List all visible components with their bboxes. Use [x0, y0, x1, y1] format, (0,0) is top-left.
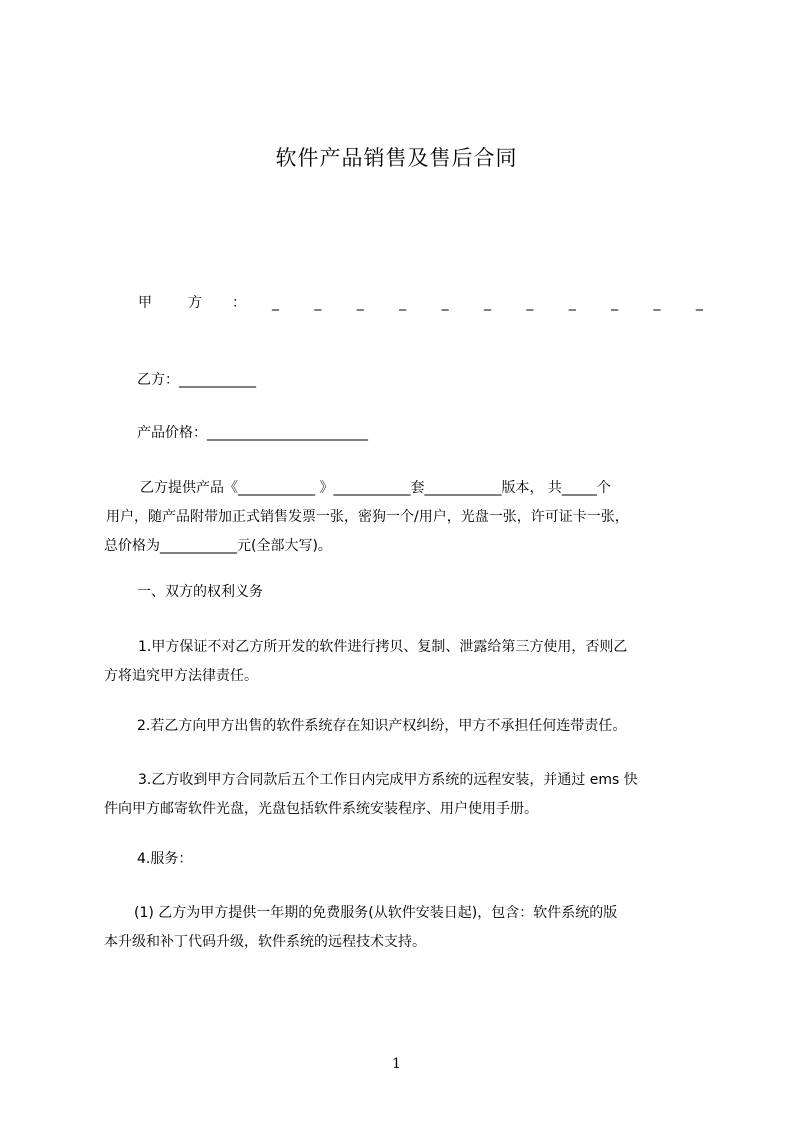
clause-1-line-2: 方将追究甲方法律责任。 — [104, 668, 258, 684]
party-a-label-char-2: 方 — [188, 295, 202, 311]
service-item-1-line-2: 本升级和补丁代码升级，软件系统的远程技术支持。 — [104, 934, 426, 950]
party-a-line — [138, 292, 703, 312]
party-a-label-char-1: 甲 — [138, 295, 152, 311]
clause-1 — [104, 633, 704, 691]
party-a-blank-segment: _ — [441, 295, 449, 311]
party-a-blank-segment: _ — [695, 295, 703, 311]
clause-4-heading: 4.服务： — [137, 851, 193, 867]
product-paragraph-line-2: 用户，随产品附带加正式销售发票一张，密狗一个/用户，光盘一张，许可证卡一张， — [106, 509, 629, 525]
product-price-line: 产品价格：_______________________ — [137, 425, 368, 441]
party-a-blank-segment: _ — [483, 295, 491, 311]
party-a-blank — [272, 295, 703, 311]
party-a-blank-segment: _ — [653, 295, 661, 311]
party-a-blank-segment: _ — [611, 295, 619, 311]
party-a-colon: ： — [232, 295, 246, 311]
clause-3-line-1: 3.乙方收到甲方合同款后五个工作日内完成甲方系统的远程安装，并通过 ems 快 — [138, 772, 638, 788]
service-item-1 — [104, 899, 704, 957]
party-a-blank-segment: _ — [314, 295, 322, 311]
party-a-blank-segment: _ — [568, 295, 576, 311]
party-b-line: 乙方：___________ — [137, 372, 256, 388]
service-item-1-line-1: (1) 乙方为甲方提供一年期的免费服务(从软件安装日起)，包含：软件系统的版 — [134, 905, 618, 921]
document-title: 软件产品销售及售后合同 — [275, 146, 518, 170]
party-a-blank-segment: _ — [399, 295, 407, 311]
product-paragraph-line-1: 乙方提供产品《___________ 》___________套___________版本， 共_____个 — [140, 480, 611, 496]
clause-1-line-1: 1.甲方保证不对乙方所开发的软件进行拷贝、复制、泄露给第三方使用，否则乙 — [138, 639, 628, 655]
section-heading-rights: 一、双方的权利义务 — [137, 584, 263, 600]
clause-3-line-2: 件向甲方邮寄软件光盘，光盘包括软件系统安装程序、用户使用手册。 — [104, 801, 538, 817]
clause-2: 2.若乙方向甲方出售的软件系统存在知识产权纠纷，甲方不承担任何连带责任。 — [137, 718, 627, 734]
page-number: 1 — [392, 1056, 401, 1072]
party-a-blank-segment: _ — [356, 295, 364, 311]
party-a-blank-segment: _ — [526, 295, 534, 311]
product-paragraph-line-3: 总价格为___________元(全部大写)。 — [104, 538, 332, 554]
party-a-blank-segment: _ — [272, 295, 279, 311]
product-paragraph — [104, 474, 704, 561]
clause-3 — [104, 766, 704, 824]
